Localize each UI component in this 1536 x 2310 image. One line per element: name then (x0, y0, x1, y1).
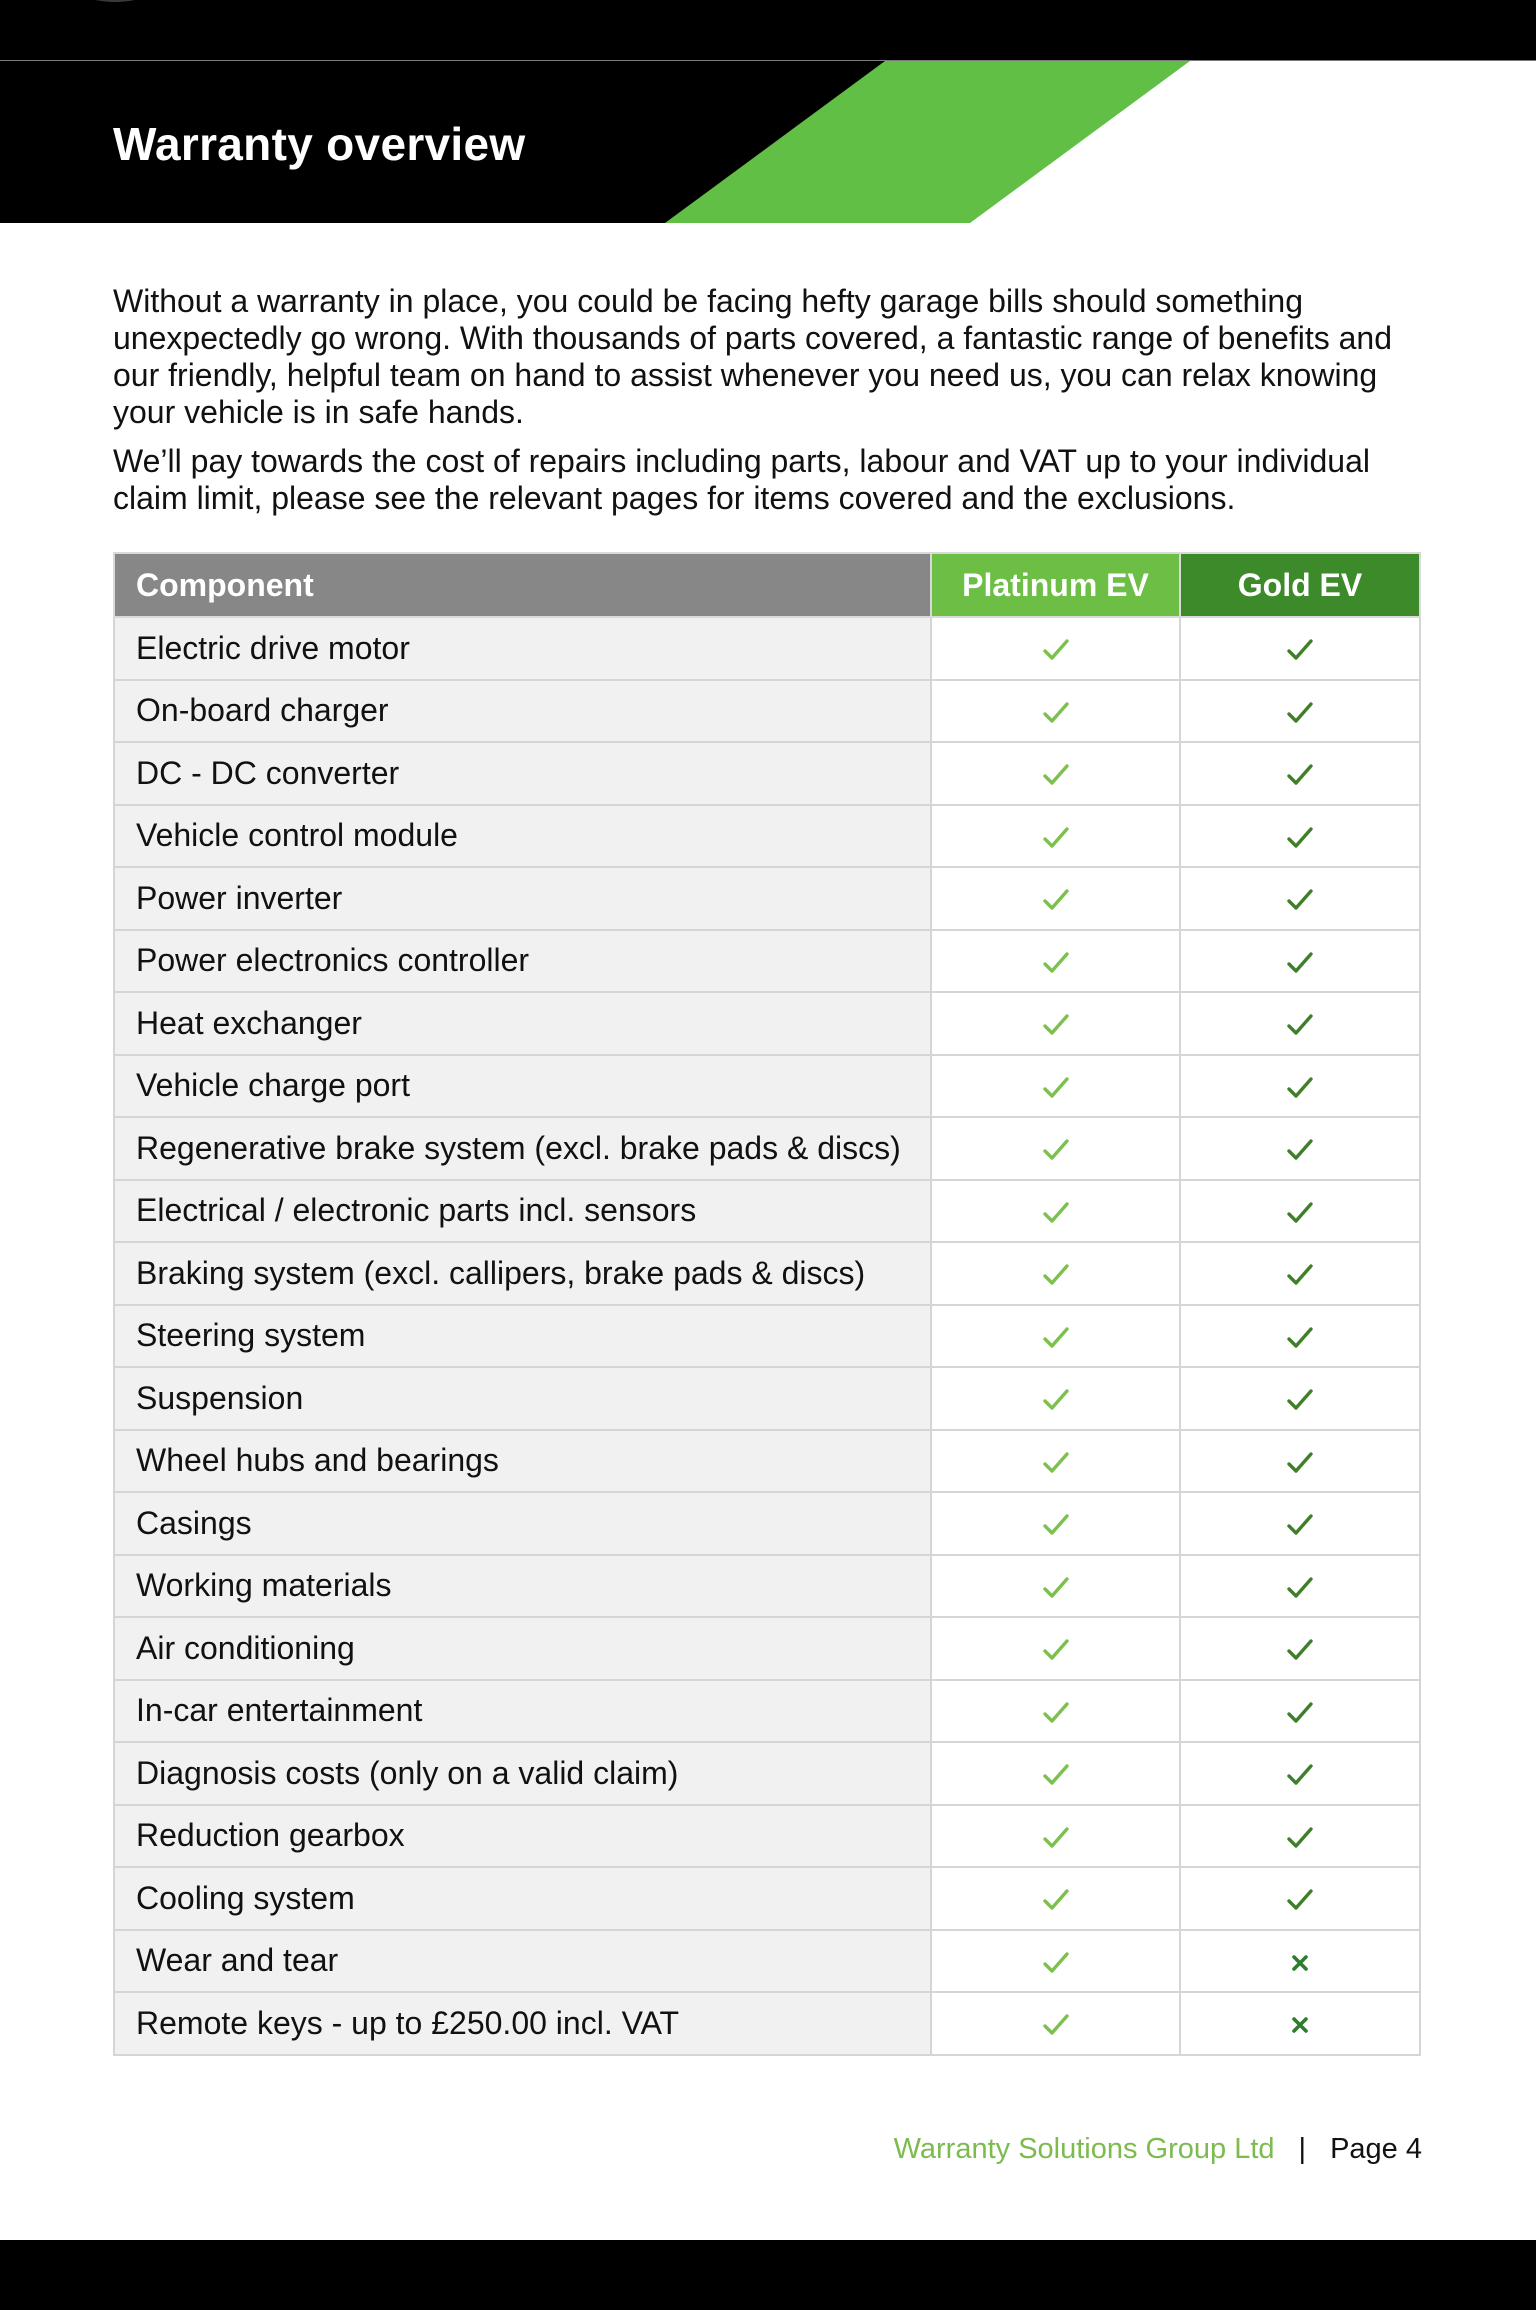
platinum-coverage-cell (931, 1305, 1180, 1368)
component-name: Diagnosis costs (only on a valid claim) (114, 1742, 931, 1805)
check-icon (1042, 636, 1070, 664)
check-icon (1286, 1199, 1314, 1227)
check-icon (1042, 1949, 1070, 1977)
check-icon (1286, 1136, 1314, 1164)
gold-coverage-cell (1180, 1117, 1420, 1180)
check-icon (1286, 886, 1314, 914)
gold-coverage-cell (1180, 1867, 1420, 1930)
platinum-coverage-cell (931, 742, 1180, 805)
table-row (114, 1180, 1420, 1243)
gold-coverage-cell (1180, 742, 1420, 805)
check-icon (1042, 2011, 1070, 2039)
table-row (114, 1055, 1420, 1118)
check-icon (1286, 824, 1314, 852)
decorative-arc (60, 0, 170, 2)
platinum-coverage-cell (931, 680, 1180, 743)
component-name: Cooling system (114, 1867, 931, 1930)
check-icon (1286, 1886, 1314, 1914)
check-icon (1042, 1824, 1070, 1852)
check-icon (1042, 1011, 1070, 1039)
table-row (114, 1680, 1420, 1743)
check-icon (1042, 761, 1070, 789)
gold-coverage-cell (1180, 1555, 1420, 1618)
platinum-coverage-cell (931, 1930, 1180, 1993)
check-icon (1042, 1386, 1070, 1414)
table-row (114, 992, 1420, 1055)
check-icon (1042, 824, 1070, 852)
check-icon (1042, 1261, 1070, 1289)
footer-separator: | (1298, 2133, 1307, 2165)
platinum-coverage-cell (931, 992, 1180, 1055)
component-name: Wear and tear (114, 1930, 931, 1993)
gold-coverage-cell (1180, 1992, 1420, 2055)
check-icon (1286, 1636, 1314, 1664)
platinum-coverage-cell (931, 867, 1180, 930)
platinum-coverage-cell (931, 617, 1180, 680)
table-row (114, 1367, 1420, 1430)
table-row (114, 617, 1420, 680)
platinum-coverage-cell (931, 1617, 1180, 1680)
table-row (114, 867, 1420, 930)
table-row (114, 680, 1420, 743)
check-icon (1042, 1636, 1070, 1664)
gold-coverage-cell (1180, 1680, 1420, 1743)
check-icon (1286, 636, 1314, 664)
gold-coverage-cell (1180, 617, 1420, 680)
table-row (114, 1617, 1420, 1680)
component-name: On-board charger (114, 680, 931, 743)
gold-coverage-cell (1180, 867, 1420, 930)
table-row (114, 742, 1420, 805)
platinum-coverage-cell (931, 1180, 1180, 1243)
check-icon (1042, 949, 1070, 977)
component-name: Remote keys - up to £250.00 incl. VAT (114, 1992, 931, 2055)
platinum-coverage-cell (931, 1992, 1180, 2055)
table-row (114, 1992, 1420, 2055)
component-name: Reduction gearbox (114, 1805, 931, 1868)
page-number: Page 4 (1330, 2133, 1422, 2165)
gold-coverage-cell (1180, 930, 1420, 993)
header-platinum-ev: Platinum EV (931, 553, 1180, 617)
intro-paragraph: Without a warranty in place, you could be facing hefty garage bills should something unexpectedly go wrong. With thousands of parts covered, a fantastic range of benefits and our friendly, helpful team on hand to assist whenever you need us, you can relax knowing your vehicle is in safe hands. (113, 283, 1392, 430)
platinum-coverage-cell (931, 1367, 1180, 1430)
gold-coverage-cell (1180, 1930, 1420, 1993)
platinum-coverage-cell (931, 1117, 1180, 1180)
platinum-coverage-cell (931, 1867, 1180, 1930)
check-icon (1042, 1699, 1070, 1727)
check-icon (1286, 1324, 1314, 1352)
gold-coverage-cell (1180, 992, 1420, 1055)
check-icon (1042, 886, 1070, 914)
gold-coverage-cell (1180, 1492, 1420, 1555)
platinum-coverage-cell (931, 805, 1180, 868)
platinum-coverage-cell (931, 1430, 1180, 1493)
component-name: Electric drive motor (114, 617, 931, 680)
gold-coverage-cell (1180, 1180, 1420, 1243)
platinum-coverage-cell (931, 1805, 1180, 1868)
table-row (114, 1742, 1420, 1805)
platinum-coverage-cell (931, 1742, 1180, 1805)
table-row (114, 1805, 1420, 1868)
check-icon (1042, 1199, 1070, 1227)
component-name: Braking system (excl. callipers, brake pads & discs) (114, 1242, 931, 1305)
component-name: Heat exchanger (114, 992, 931, 1055)
platinum-coverage-cell (931, 1680, 1180, 1743)
component-name: Power electronics controller (114, 930, 931, 993)
table-row (114, 1930, 1420, 1993)
platinum-coverage-cell (931, 1242, 1180, 1305)
check-icon (1286, 949, 1314, 977)
gold-coverage-cell (1180, 1617, 1420, 1680)
table-row (114, 1555, 1420, 1618)
check-icon (1042, 1511, 1070, 1539)
check-icon (1286, 761, 1314, 789)
table-row (114, 1430, 1420, 1493)
component-name: Wheel hubs and bearings (114, 1430, 931, 1493)
gold-coverage-cell (1180, 1430, 1420, 1493)
component-name: In-car entertainment (114, 1680, 931, 1743)
gold-coverage-cell (1180, 1055, 1420, 1118)
table-row (114, 1117, 1420, 1180)
check-icon (1042, 1324, 1070, 1352)
check-icon (1042, 1074, 1070, 1102)
check-icon (1042, 699, 1070, 727)
check-icon (1286, 1449, 1314, 1477)
header-component: Component (114, 553, 931, 617)
check-icon (1286, 1261, 1314, 1289)
check-icon (1042, 1574, 1070, 1602)
gold-coverage-cell (1180, 1242, 1420, 1305)
platinum-coverage-cell (931, 1555, 1180, 1618)
component-name: Vehicle control module (114, 805, 931, 868)
component-name: Suspension (114, 1367, 931, 1430)
footer (894, 2133, 1422, 2166)
table-row (114, 1242, 1420, 1305)
platinum-coverage-cell (931, 1492, 1180, 1555)
component-name: Air conditioning (114, 1617, 931, 1680)
gold-coverage-cell (1180, 1305, 1420, 1368)
check-icon (1042, 1886, 1070, 1914)
intro-text (113, 283, 1433, 529)
top-black-band (0, 0, 1536, 60)
check-icon (1286, 699, 1314, 727)
check-icon (1286, 1824, 1314, 1852)
table-row (114, 805, 1420, 868)
gold-coverage-cell (1180, 1805, 1420, 1868)
page-title: Warranty overview (113, 118, 526, 170)
gold-coverage-cell (1180, 1742, 1420, 1805)
cross-icon (1291, 1954, 1309, 1972)
component-name: Vehicle charge port (114, 1055, 931, 1118)
check-icon (1042, 1136, 1070, 1164)
coverage-table-body (114, 617, 1420, 2055)
table-row (114, 1305, 1420, 1368)
check-icon (1286, 1761, 1314, 1789)
gold-coverage-cell (1180, 680, 1420, 743)
component-name: Regenerative brake system (excl. brake pads & discs) (114, 1117, 931, 1180)
gold-coverage-cell (1180, 805, 1420, 868)
table-row (114, 1492, 1420, 1555)
check-icon (1286, 1574, 1314, 1602)
table-row (114, 1867, 1420, 1930)
platinum-coverage-cell (931, 930, 1180, 993)
table-row (114, 930, 1420, 993)
component-name: Working materials (114, 1555, 931, 1618)
component-name: Steering system (114, 1305, 931, 1368)
check-icon (1286, 1074, 1314, 1102)
check-icon (1286, 1386, 1314, 1414)
cross-icon (1291, 2016, 1309, 2034)
platinum-coverage-cell (931, 1055, 1180, 1118)
check-icon (1042, 1449, 1070, 1477)
component-name: Casings (114, 1492, 931, 1555)
check-icon (1286, 1699, 1314, 1727)
table-header-row (114, 553, 1420, 617)
gold-coverage-cell (1180, 1367, 1420, 1430)
check-icon (1042, 1761, 1070, 1789)
check-icon (1286, 1511, 1314, 1539)
bottom-black-band (0, 2240, 1536, 2310)
coverage-table (113, 552, 1421, 2056)
footer-company: Warranty Solutions Group Ltd (893, 2133, 1275, 2165)
header-gold-ev: Gold EV (1180, 553, 1420, 617)
component-name: Power inverter (114, 867, 931, 930)
intro-paragraph: We’ll pay towards the cost of repairs including parts, labour and VAT up to your individual claim limit, please see the relevant pages for items covered and the exclusions. (113, 443, 1370, 516)
component-name: DC - DC converter (114, 742, 931, 805)
component-name: Electrical / electronic parts incl. sensors (114, 1180, 931, 1243)
check-icon (1286, 1011, 1314, 1039)
